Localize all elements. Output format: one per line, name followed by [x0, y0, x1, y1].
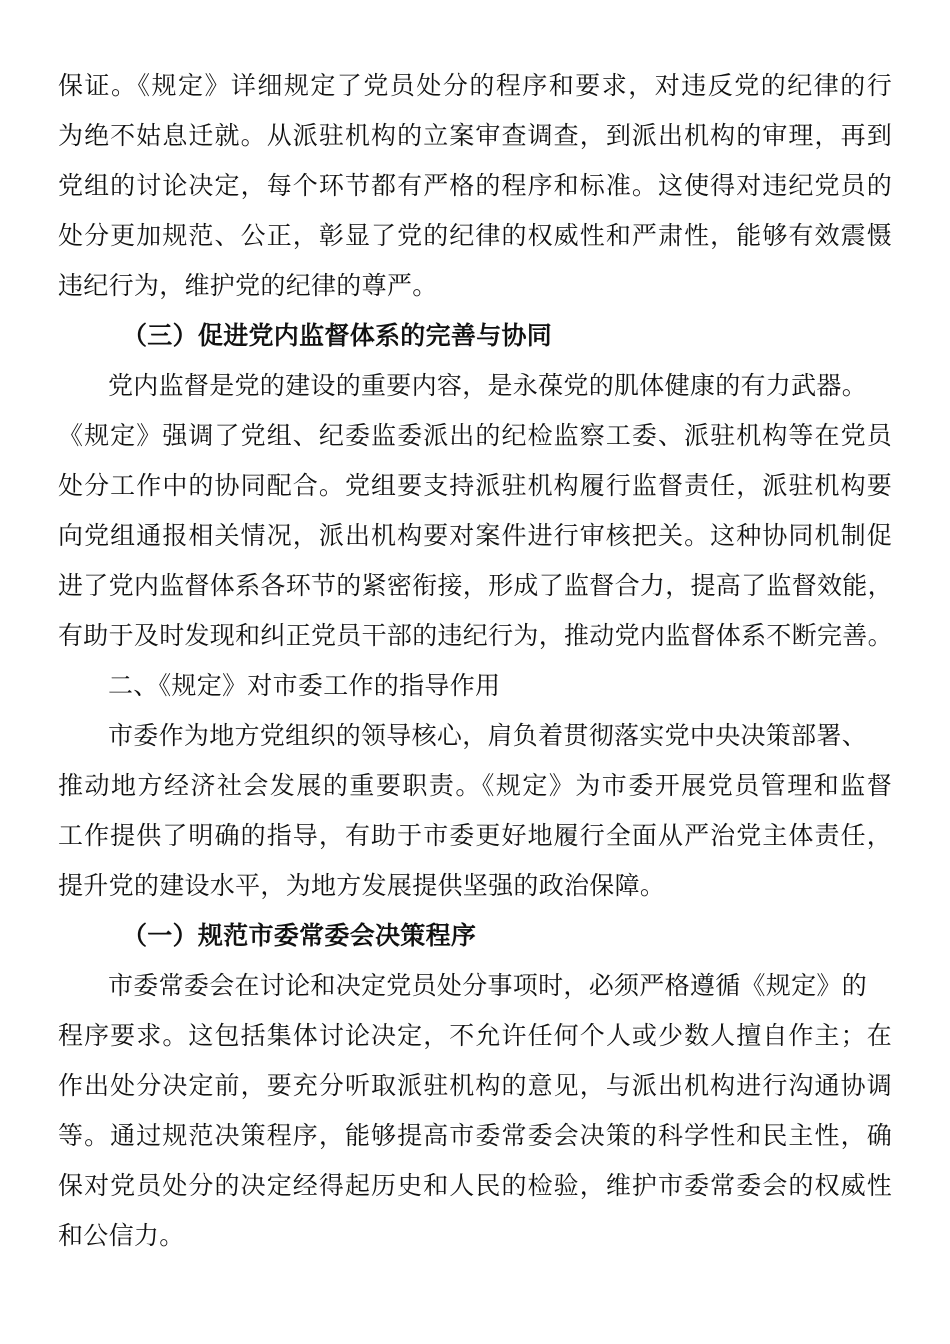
paragraph-line: 有助于及时发现和纠正党员干部的违纪行为，推动党内监督体系不断完善。 [58, 621, 893, 650]
paragraph-line: 作出处分决定前，要充分听取派驻机构的意见，与派出机构进行沟通协调 [58, 1071, 892, 1100]
paragraph-line: 程序要求。这包括集体讨论决定，不允许任何个人或少数人擅自作主；在 [58, 1021, 892, 1050]
section-heading: （三）促进党内监督体系的完善与协同 [122, 321, 553, 350]
paragraph-line: 推动地方经济社会发展的重要职责。《规定》为市委开展党员管理和监督 [58, 771, 892, 800]
paragraph-line: 党内监督是党的建设的重要内容，是永葆党的肌体健康的有力武器。 [108, 371, 868, 400]
paragraph-line: 保证。《规定》详细规定了党员处分的程序和要求，对违反党的纪律的行 [58, 71, 892, 100]
chapter-heading: 二、《规定》对市委工作的指导作用 [108, 671, 501, 700]
paragraph-line: 保对党员处分的决定经得起历史和人民的检验，维护市委常委会的权威性 [58, 1171, 892, 1200]
paragraph-line: 党组的讨论决定，每个环节都有严格的程序和标准。这使得对违纪党员的 [58, 171, 892, 200]
paragraph-line: 处分更加规范、公正，彰显了党的纪律的权威性和严肃性，能够有效震慑 [58, 221, 892, 250]
paragraph-line: 为绝不姑息迁就。从派驻机构的立案审查调查，到派出机构的审理，再到 [58, 121, 892, 150]
paragraph-line: 等。通过规范决策程序，能够提高市委常委会决策的科学性和民主性，确 [58, 1121, 892, 1150]
paragraph-line: 工作提供了明确的指导，有助于市委更好地履行全面从严治党主体责任， [58, 821, 892, 850]
section-heading: （一）规范市委常委会决策程序 [122, 921, 477, 950]
paragraph-line: 违纪行为，维护党的纪律的尊严。 [58, 271, 438, 300]
paragraph-line: 市委常委会在讨论和决定党员处分事项时，必须严格遵循《规定》的 [108, 971, 868, 1000]
paragraph-line: 处分工作中的协同配合。党组要支持派驻机构履行监督责任，派驻机构要 [58, 471, 892, 500]
paragraph-line: 《规定》强调了党组、纪委监委派出的纪检监察工委、派驻机构等在党员 [58, 421, 892, 450]
paragraph-line: 和公信力。 [58, 1221, 185, 1250]
paragraph-line: 市委作为地方党组织的领导核心，肩负着贯彻落实党中央决策部署、 [108, 721, 868, 750]
paragraph-line: 提升党的建设水平，为地方发展提供坚强的政治保障。 [58, 871, 666, 900]
paragraph-line: 向党组通报相关情况，派出机构要对案件进行审核把关。这种协同机制促 [58, 521, 892, 550]
paragraph-line: 进了党内监督体系各环节的紧密衔接，形成了监督合力，提高了监督效能， [58, 571, 893, 600]
